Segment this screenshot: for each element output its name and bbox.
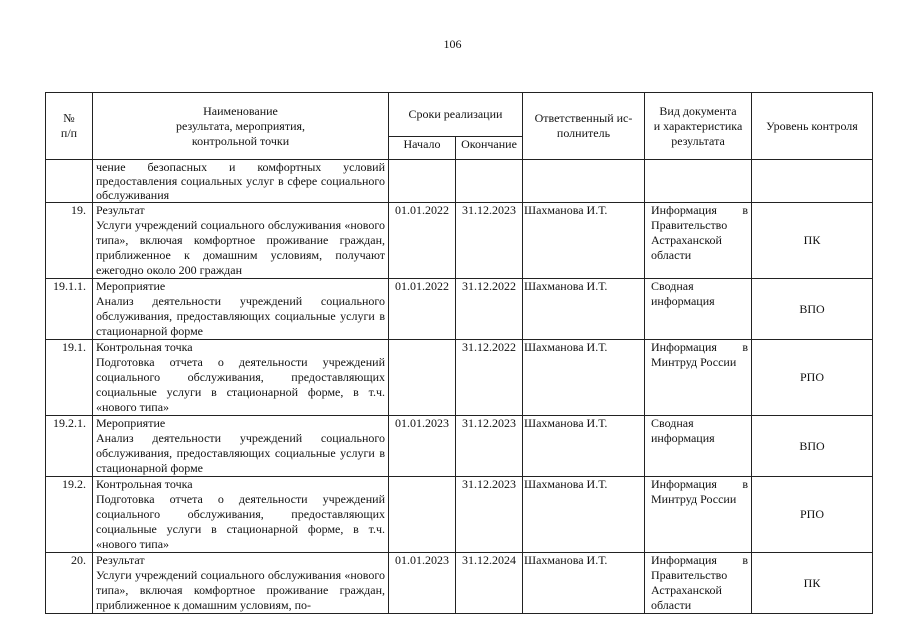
row-end: 31.12.2023	[456, 416, 523, 477]
row-control: ВПО	[752, 279, 873, 340]
row-num: 19.1.1.	[46, 279, 93, 340]
row-responsible: Шахманова И.Т.	[523, 477, 645, 553]
row-num: 19.	[46, 203, 93, 279]
row-end: 31.12.2023	[456, 477, 523, 553]
row-name: Результат Услуги учреждений социального обслуживания «нового типа», включая комфортное проживание граждан, приближенное к домашним условиям, по-	[93, 553, 389, 614]
row-responsible: Шахманова И.Т.	[523, 553, 645, 614]
row-control: ПК	[752, 553, 873, 614]
row-doc: Информация в Минтруд России	[645, 477, 752, 553]
row-num: 19.2.	[46, 477, 93, 553]
row-start	[389, 477, 456, 553]
table-row	[46, 477, 873, 553]
row-num: 19.1.	[46, 340, 93, 416]
row-doc: Информация в Минтруд России	[645, 340, 752, 416]
plan-table	[45, 92, 873, 614]
row-start: 01.01.2023	[389, 553, 456, 614]
header-end: Окончание	[456, 137, 523, 160]
row-name: Результат Услуги учреждений социального обслуживания «нового типа», включая комфортное проживание граждан, приближенное к домашним условиям, получают ежегодно около 200 граждан	[93, 203, 389, 279]
table-row	[46, 279, 873, 340]
table-row	[46, 416, 873, 477]
row-start: 01.01.2022	[389, 279, 456, 340]
row-end: 31.12.2023	[456, 203, 523, 279]
row-num: 19.2.1.	[46, 416, 93, 477]
row-responsible: Шахманова И.Т.	[523, 279, 645, 340]
row-end: 31.12.2022	[456, 279, 523, 340]
header-control: Уровень контроля	[752, 93, 873, 160]
table-row	[46, 553, 873, 614]
header-period: Сроки реализации	[389, 93, 523, 137]
row-responsible: Шахманова И.Т.	[523, 340, 645, 416]
table-row	[46, 340, 873, 416]
row-name: Контрольная точка Подготовка отчета о деятельности учреждений социального обслуживания, предоставляющих социальные услуги в стационарной форме, в т.ч. «нового типа»	[93, 477, 389, 553]
continuation-row	[46, 160, 873, 203]
row-doc: Сводная информация	[645, 416, 752, 477]
row-doc: Сводная информация	[645, 279, 752, 340]
row-doc: Информация в Правительство Астраханской области	[645, 553, 752, 614]
row-responsible: Шахманова И.Т.	[523, 416, 645, 477]
row-control: ПК	[752, 203, 873, 279]
row-control: ВПО	[752, 416, 873, 477]
header-name: Наименование результата, мероприятия, контрольной точки	[93, 93, 389, 160]
row-name: Мероприятие Анализ деятельности учреждений социального обслуживания, предоставляющих социальные услуги в стационарной форме	[93, 416, 389, 477]
table-row	[46, 203, 873, 279]
header-responsible: Ответственный ис- полнитель	[523, 93, 645, 160]
row-name: Мероприятие Анализ деятельности учреждений социального обслуживания, предоставляющих социальные услуги в стационарной форме	[93, 279, 389, 340]
header-num: № п/п	[46, 93, 93, 160]
row-name: Контрольная точка Подготовка отчета о деятельности учреждений социального обслуживания, предоставляющих социальные услуги в стационарной форме, в т.ч. «нового типа»	[93, 340, 389, 416]
header-doc-type: Вид документа и характеристика результата	[645, 93, 752, 160]
row-control: РПО	[752, 477, 873, 553]
row-end: 31.12.2022	[456, 340, 523, 416]
row-start: 01.01.2022	[389, 203, 456, 279]
row-responsible: Шахманова И.Т.	[523, 203, 645, 279]
row-start: 01.01.2023	[389, 416, 456, 477]
row-num: 20.	[46, 553, 93, 614]
row-end: 31.12.2024	[456, 553, 523, 614]
row-doc: Информация в Правительство Астраханской области	[645, 203, 752, 279]
page-number: 106	[443, 37, 462, 51]
row-start	[389, 340, 456, 416]
continuation-text: чение безопасных и комфортных условий предоставления социальных услуг в сфере социального обслуживания	[93, 160, 389, 203]
header-start: Начало	[389, 137, 456, 160]
row-control: РПО	[752, 340, 873, 416]
